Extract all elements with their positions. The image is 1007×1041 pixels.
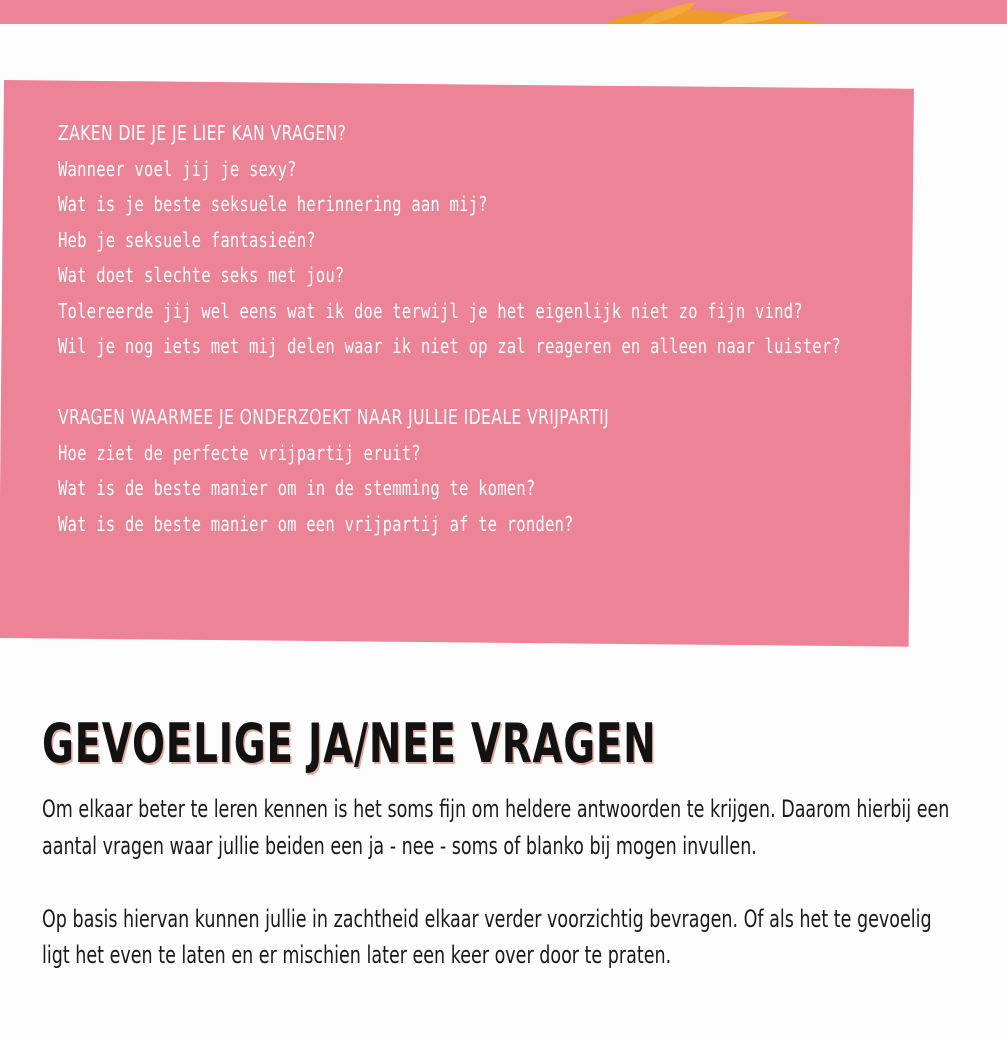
leaf-stem — [604, 10, 826, 24]
question-item: Wat doet slechte seks met jou? — [58, 263, 345, 287]
question-item: Wat is je beste seksuele herinnering aan mij? — [58, 192, 488, 216]
section-title: GEVOELIGE JA/NEE VRAGEN — [42, 712, 657, 775]
question-item: Wat is de beste manier om een vrijpartij af te ronden? — [58, 511, 574, 536]
section-body — [42, 791, 962, 1010]
card-heading-2: VRAGEN WAARMEE JE ONDERZOEKT NAAR JULLIE IDEALE VRIJPARTIJ — [58, 405, 610, 429]
question-item: Tolereerde jij wel eens wat ik doe terwijl je het eigenlijk niet zo fijn vind? — [58, 298, 803, 323]
question-item: Wat is de beste manier om in de stemming te komen? — [58, 476, 536, 500]
leaf-decoration — [600, 0, 830, 24]
top-banner — [0, 0, 1007, 24]
question-item: Wil je nog iets met mij delen waar ik niet op zal reageren en alleen naar luister? — [58, 334, 841, 358]
card-heading-1: ZAKEN DIE JE JE LIEF KAN VRAGEN? — [58, 121, 347, 145]
spacer — [58, 365, 713, 401]
intro-paragraph: Om elkaar beter te leren kennen is het soms fijn om heldere antwoorden te krijgen. Daarom hierbij een aantal vragen waar jullie beiden een ja - nee - soms of blanko bij mogen invullen. — [42, 795, 950, 860]
question-item: Wanneer voel jij je sexy? — [58, 156, 297, 181]
followup-paragraph: Op basis hiervan kunnen jullie in zachtheid elkaar verder voorzichtig bevragen. Of als het te gevoelig ligt het even te laten en er mischien later een keer over door te praten. — [42, 904, 932, 969]
question-card-text — [58, 116, 841, 542]
question-item: Heb je seksuele fantasieën? — [58, 227, 316, 252]
question-item: Hoe ziet de perfecte vrijpartij eruit? — [58, 440, 421, 465]
